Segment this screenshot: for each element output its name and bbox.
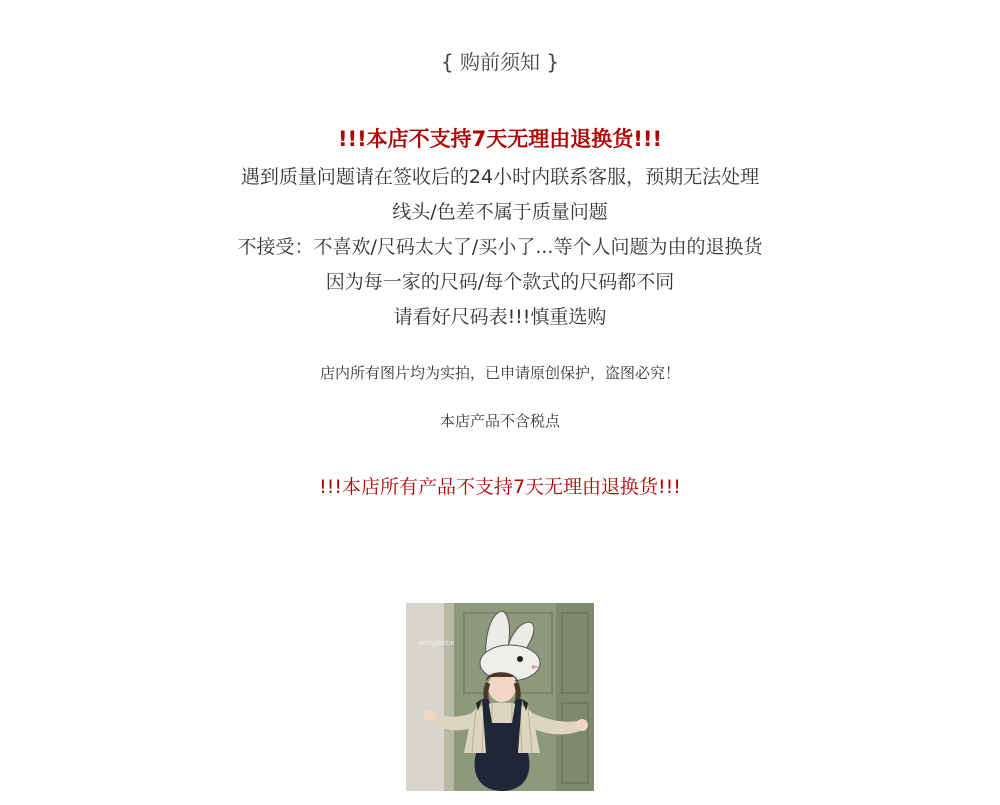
notice-line-3: 不接受：不喜欢/尺码太大了/买小了...等个人问题为由的退换货 bbox=[237, 236, 763, 258]
notice-line-4: 因为每一家的尺码/每个款式的尺码都不同 bbox=[325, 271, 675, 293]
product-photo bbox=[406, 603, 594, 791]
footer-warning: !!!本店所有产品不支持7天无理由退换货!!! bbox=[319, 476, 681, 498]
photo-watermark: jennybebe bbox=[418, 639, 455, 647]
child-in-bunny-hat-image bbox=[406, 603, 594, 791]
notice-line-2: 线头/色差不属于质量问题 bbox=[392, 201, 608, 223]
notice-title: { 购前须知 } bbox=[440, 50, 560, 74]
notice-line-1: 遇到质量问题请在签收后的24小时内联系客服，预期无法处理 bbox=[240, 166, 760, 188]
photo-notice: 店内所有图片均为实拍，已申请原创保护，盗图必究！ bbox=[319, 364, 680, 382]
notice-line-5: 请看好尺码表!!!慎重选购 bbox=[393, 306, 607, 328]
tax-notice: 本店产品不含税点 bbox=[439, 412, 560, 430]
headline-warning: !!!本店不支持7天无理由退换货!!! bbox=[337, 127, 663, 151]
